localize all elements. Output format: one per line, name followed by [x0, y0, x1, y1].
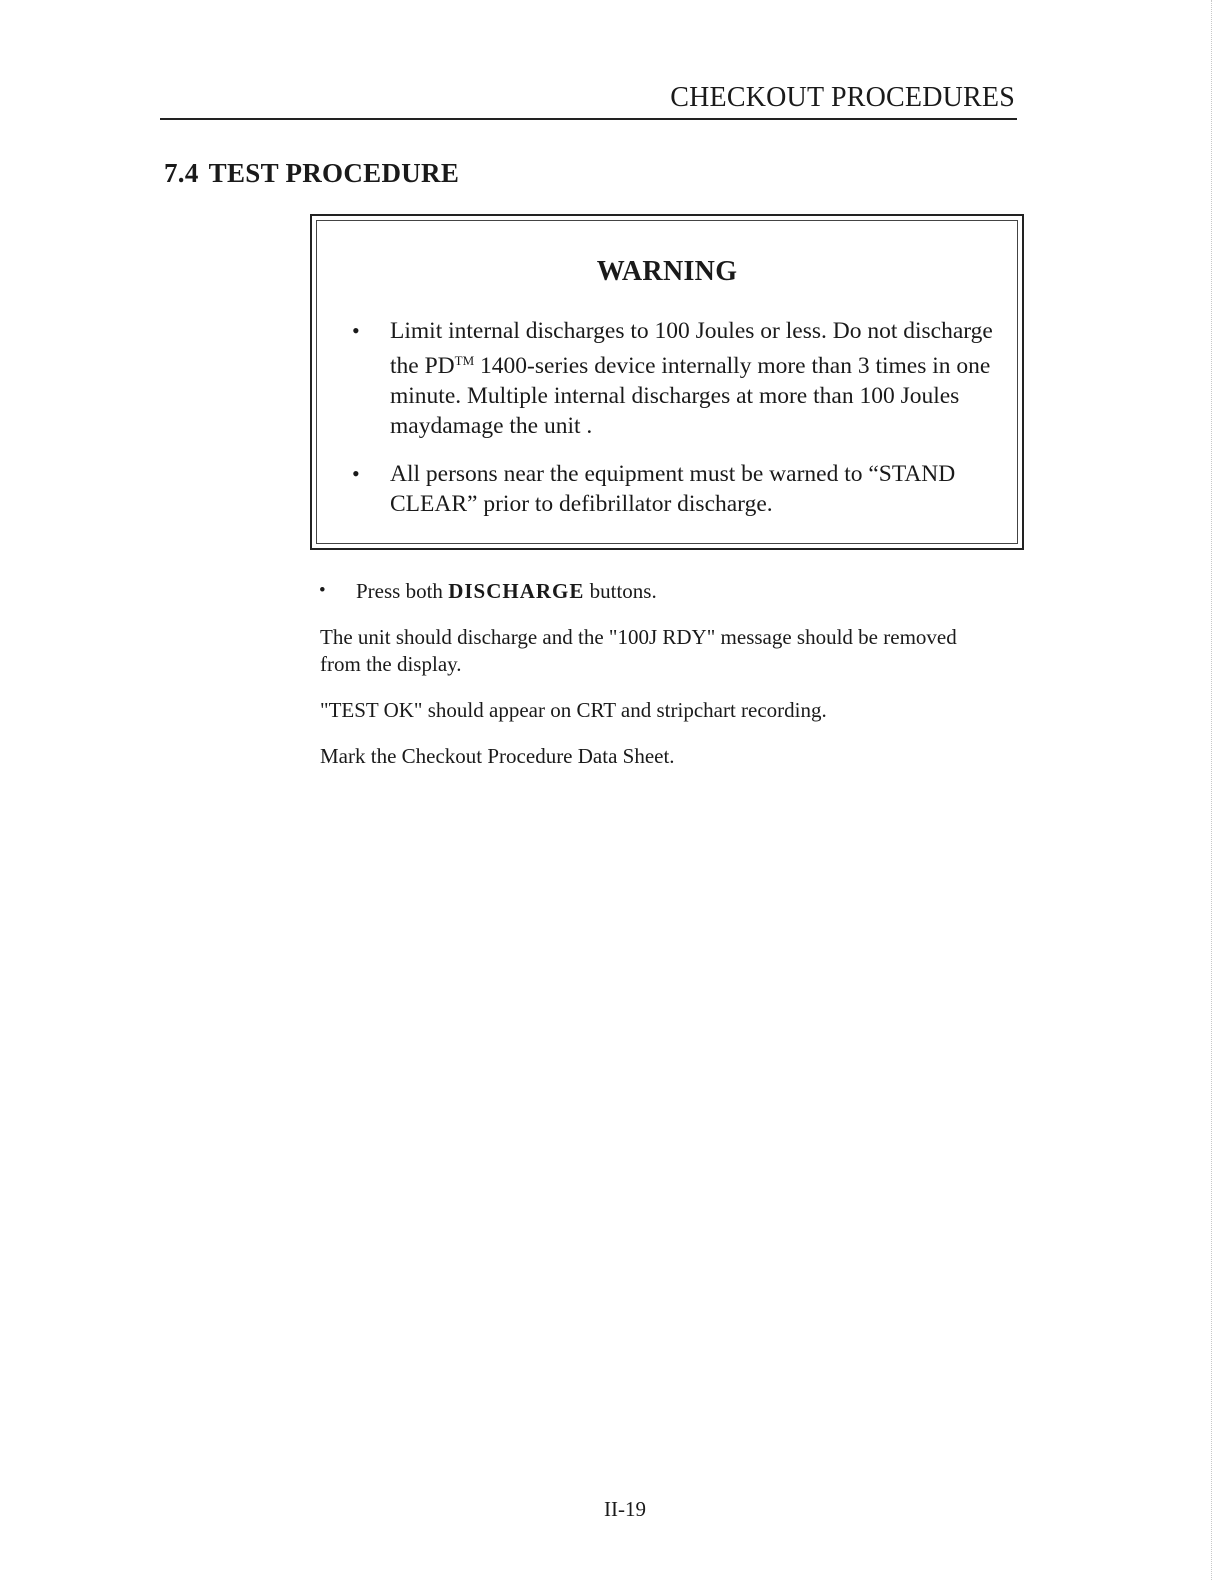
- paragraph-mark-sheet: Mark the Checkout Procedure Data Sheet.: [320, 744, 675, 768]
- discharge-button-name: DISCHARGE: [448, 579, 585, 603]
- running-title: CHECKOUT PROCEDURES: [670, 82, 1015, 113]
- page-number: II-19: [604, 1497, 646, 1521]
- warning-item-stand-clear: [352, 459, 1000, 519]
- paragraph-discharge-result: The unit should discharge and the "100J RDY" message should be removed from the display.: [320, 625, 957, 676]
- running-header: [160, 80, 1017, 120]
- step-prefix: Press both: [356, 579, 449, 603]
- warning-item-text-cont: 1400-series device internally more than 3 times in one minute. Multiple internal discharges at more than 100 Joules maydamage the unit .: [390, 353, 991, 439]
- warning-item-text: All persons near the equipment must be warned to “STAND CLEAR” prior to defibrillator discharge.: [390, 461, 956, 517]
- step-press-discharge: [319, 577, 657, 605]
- warning-title: WARNING: [596, 256, 738, 287]
- section-number: 7.4: [164, 158, 199, 188]
- page-edge-divider: [1211, 0, 1214, 1580]
- bullet-icon: •: [352, 461, 360, 486]
- bullet-icon: •: [319, 580, 326, 601]
- warning-box: [310, 214, 1024, 550]
- section-heading: [164, 158, 459, 189]
- bullet-icon: •: [352, 318, 360, 343]
- section-title: TEST PROCEDURE: [208, 158, 460, 188]
- warning-item-text: Limit internal discharges to 100 Joules or less. Do not discharge the PD: [390, 318, 993, 379]
- trademark-mark: TM: [454, 353, 475, 368]
- step-suffix: buttons.: [584, 579, 657, 603]
- paragraph-test-ok: "TEST OK" should appear on CRT and stripchart recording.: [320, 698, 827, 722]
- warning-item-discharge-limit: [352, 316, 1000, 441]
